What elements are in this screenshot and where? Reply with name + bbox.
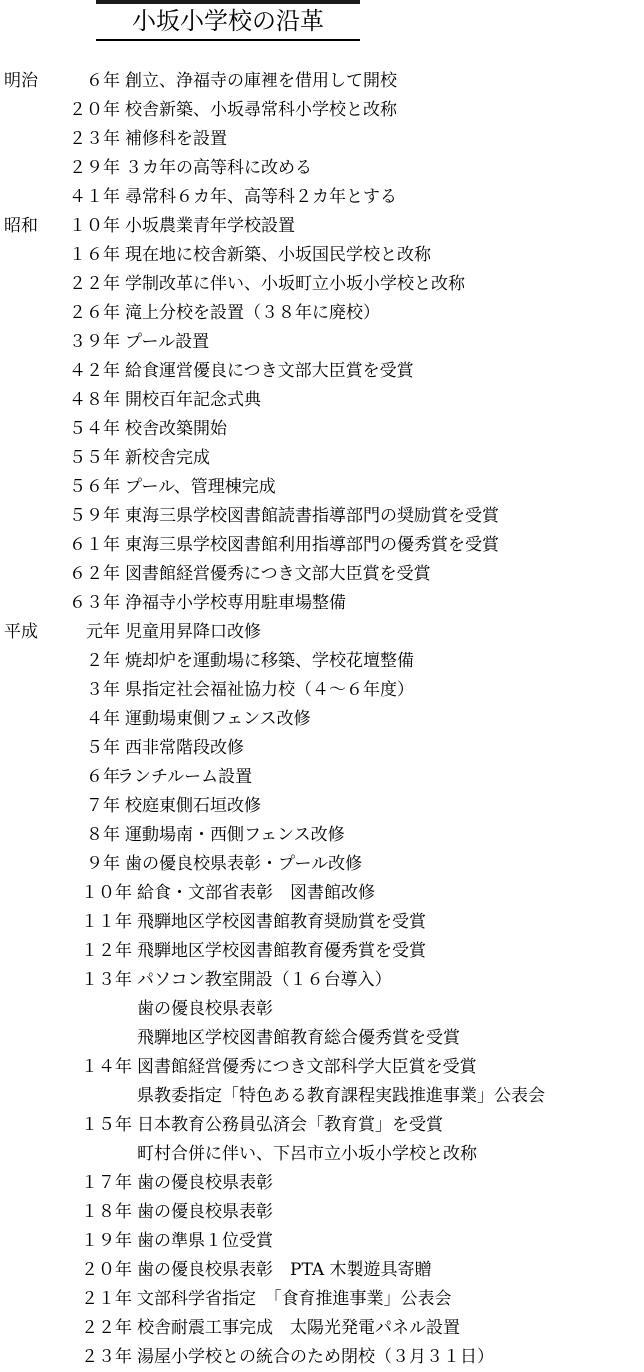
- year-label: １２年: [81, 941, 132, 961]
- event-text: 新校舎完成: [125, 448, 210, 468]
- event-text: 県指定社会福祉協力校（４～６年度）: [125, 680, 414, 700]
- year-label: ６１年: [69, 535, 120, 555]
- year-label: １８年: [81, 1202, 132, 1222]
- history-entry: [0, 1256, 644, 1285]
- history-entry: [0, 67, 644, 96]
- history-entry: [0, 1227, 644, 1256]
- event-text: 歯の優良校県表彰: [137, 1173, 273, 1193]
- event-text: 東海三県学校図書館利用指導部門の優秀賞を受賞: [125, 535, 499, 555]
- year-label: ２年: [86, 651, 120, 671]
- era-label: 平成: [4, 622, 38, 642]
- event-text: 歯の準県１位受賞: [137, 1231, 273, 1251]
- history-entry: [0, 763, 644, 792]
- event-text: プール、管理棟完成: [125, 477, 276, 497]
- event-text: 町村合併に伴い、下呂市立小坂小学校と改称: [137, 1144, 477, 1164]
- event-text: 西非常階段改修: [125, 738, 244, 758]
- history-entry: [0, 125, 644, 154]
- event-text: 湯屋小学校との統合のため閉校（３月３１日）: [137, 1347, 494, 1367]
- event-text: 現在地に校舎新築、小坂国民学校と改称: [125, 245, 431, 265]
- year-label: ５５年: [69, 448, 120, 468]
- event-text: 県教委指定「特色ある教育課程実践推進事業」公表会: [137, 1086, 545, 1106]
- era-label: 明治: [4, 71, 38, 91]
- year-label: １３年: [81, 970, 132, 990]
- year-label: ４年: [86, 709, 120, 729]
- year-label: ４８年: [69, 390, 120, 410]
- history-entry: [0, 1314, 644, 1343]
- year-label: ６年: [86, 71, 120, 91]
- history-entry: [0, 589, 644, 618]
- event-text: 図書館経営優秀につき文部大臣賞を受賞: [125, 564, 431, 584]
- event-text: 給食・文部省表彰 図書館改修: [137, 883, 375, 903]
- event-text: 校舎耐震工事完成 太陽光発電パネル設置: [137, 1318, 460, 1338]
- page-title: 小坂小学校の沿革: [132, 7, 324, 35]
- year-label: ２６年: [69, 303, 120, 323]
- year-label: ６３年: [69, 593, 120, 613]
- history-entry: [0, 966, 644, 995]
- history-entry: [0, 647, 644, 676]
- history-entry: [0, 473, 644, 502]
- event-text: プール設置: [125, 332, 210, 352]
- history-entry: [0, 386, 644, 415]
- year-label: ３９年: [69, 332, 120, 352]
- era-label: 昭和: [4, 216, 38, 236]
- event-text: 歯の優良校県表彰・プール改修: [125, 854, 363, 874]
- year-label: ５６年: [69, 477, 120, 497]
- year-label: ３年: [86, 680, 120, 700]
- year-label: ４２年: [69, 361, 120, 381]
- history-list: [0, 67, 644, 1372]
- history-entry: [0, 821, 644, 850]
- history-entry: [0, 299, 644, 328]
- history-entry: [0, 357, 644, 386]
- year-label: ５９年: [69, 506, 120, 526]
- year-label: ８年: [86, 825, 120, 845]
- year-label: １５年: [81, 1115, 132, 1135]
- year-label: １０年: [81, 883, 132, 903]
- history-entry: [0, 618, 644, 647]
- event-text: 焼却炉を運動場に移築、学校花壇整備: [125, 651, 414, 671]
- event-text: 日本教育公務員弘済会「教育賞」を受賞: [137, 1115, 443, 1135]
- history-entry: [0, 1082, 644, 1111]
- history-entry: [0, 1198, 644, 1227]
- history-entry: [0, 531, 644, 560]
- year-label: ２３年: [81, 1347, 132, 1367]
- history-entry: [0, 937, 644, 966]
- title-underline: [96, 39, 360, 41]
- history-entry: [0, 1343, 644, 1372]
- event-text: 児童用昇降口改修: [125, 622, 261, 642]
- event-text: ３カ年の高等科に改める: [125, 158, 312, 178]
- year-label: １７年: [81, 1173, 132, 1193]
- event-text: 浄福寺小学校専用駐車場整備: [125, 593, 346, 613]
- page-header: [96, 0, 360, 44]
- history-entry: [0, 560, 644, 589]
- year-label: ２０年: [69, 100, 120, 120]
- history-entry: [0, 879, 644, 908]
- event-text: 小坂農業青年学校設置: [125, 216, 295, 236]
- history-entry: [0, 1111, 644, 1140]
- event-text: 校舎新築、小坂尋常科小学校と改称: [125, 100, 397, 120]
- year-label: 元年: [86, 622, 120, 642]
- event-text: 滝上分校を設置（３８年に廃校）: [125, 303, 380, 323]
- history-entry: [0, 676, 644, 705]
- event-text: 開校百年記念式典: [125, 390, 261, 410]
- year-label: １０年: [69, 216, 120, 236]
- history-entry: [0, 908, 644, 937]
- year-label: １６年: [69, 245, 120, 265]
- year-label: １４年: [81, 1057, 132, 1077]
- year-label: ５年: [86, 738, 120, 758]
- event-text: 図書館経営優秀につき文部科学大臣賞を受賞: [137, 1057, 477, 1077]
- history-entry: [0, 241, 644, 270]
- history-entry: [0, 328, 644, 357]
- history-entry: [0, 1053, 644, 1082]
- year-label: ２２年: [81, 1318, 132, 1338]
- history-entry: [0, 444, 644, 473]
- event-text: パソコン教室開設（１６台導入）: [137, 970, 392, 990]
- history-entry: [0, 1140, 644, 1169]
- event-text: ランチルーム設置: [117, 767, 253, 787]
- event-text: 歯の優良校県表彰: [137, 999, 273, 1019]
- event-text: 歯の優良校県表彰 PTA 木製遊具寄贈: [137, 1260, 432, 1280]
- history-entry: [0, 850, 644, 879]
- year-label: ６年: [86, 767, 120, 787]
- history-entry: [0, 212, 644, 241]
- year-label: ６２年: [69, 564, 120, 584]
- event-text: 尋常科６カ年、高等科２カ年とする: [125, 187, 397, 207]
- history-entry: [0, 792, 644, 821]
- year-label: ５４年: [69, 419, 120, 439]
- year-label: ９年: [86, 854, 120, 874]
- event-text: 東海三県学校図書館読書指導部門の奨励賞を受賞: [125, 506, 499, 526]
- history-entry: [0, 1024, 644, 1053]
- history-entry: [0, 270, 644, 299]
- year-label: １９年: [81, 1231, 132, 1251]
- year-label: ４１年: [69, 187, 120, 207]
- header-top-rule: [96, 0, 360, 4]
- history-entry: [0, 502, 644, 531]
- event-text: 飛騨地区学校図書館教育奨励賞を受賞: [137, 912, 426, 932]
- history-entry: [0, 183, 644, 212]
- year-label: １１年: [81, 912, 132, 932]
- history-entry: [0, 734, 644, 763]
- year-label: ２３年: [69, 129, 120, 149]
- event-text: 校庭東側石垣改修: [125, 796, 261, 816]
- history-entry: [0, 995, 644, 1024]
- event-text: 文部科学省指定 「食育推進事業」公表会: [137, 1289, 452, 1309]
- year-label: ２９年: [69, 158, 120, 178]
- year-label: ７年: [86, 796, 120, 816]
- history-entry: [0, 415, 644, 444]
- year-label: ２１年: [81, 1289, 132, 1309]
- event-text: 飛騨地区学校図書館教育総合優秀賞を受賞: [137, 1028, 460, 1048]
- history-entry: [0, 96, 644, 125]
- event-text: 給食運営優良につき文部大臣賞を受賞: [125, 361, 414, 381]
- event-text: 運動場東側フェンス改修: [125, 709, 311, 729]
- history-entry: [0, 1285, 644, 1314]
- history-entry: [0, 154, 644, 183]
- event-text: 飛騨地区学校図書館教育優秀賞を受賞: [137, 941, 426, 961]
- event-text: 運動場南・西側フェンス改修: [125, 825, 345, 845]
- year-label: ２０年: [81, 1260, 132, 1280]
- history-entry: [0, 1169, 644, 1198]
- event-text: 歯の優良校県表彰: [137, 1202, 273, 1222]
- event-text: 校舎改築開始: [125, 419, 227, 439]
- history-entry: [0, 705, 644, 734]
- year-label: ２２年: [69, 274, 120, 294]
- event-text: 創立、浄福寺の庫裡を借用して開校: [125, 71, 397, 91]
- event-text: 学制改革に伴い、小坂町立小坂小学校と改称: [125, 274, 465, 294]
- event-text: 補修科を設置: [125, 129, 227, 149]
